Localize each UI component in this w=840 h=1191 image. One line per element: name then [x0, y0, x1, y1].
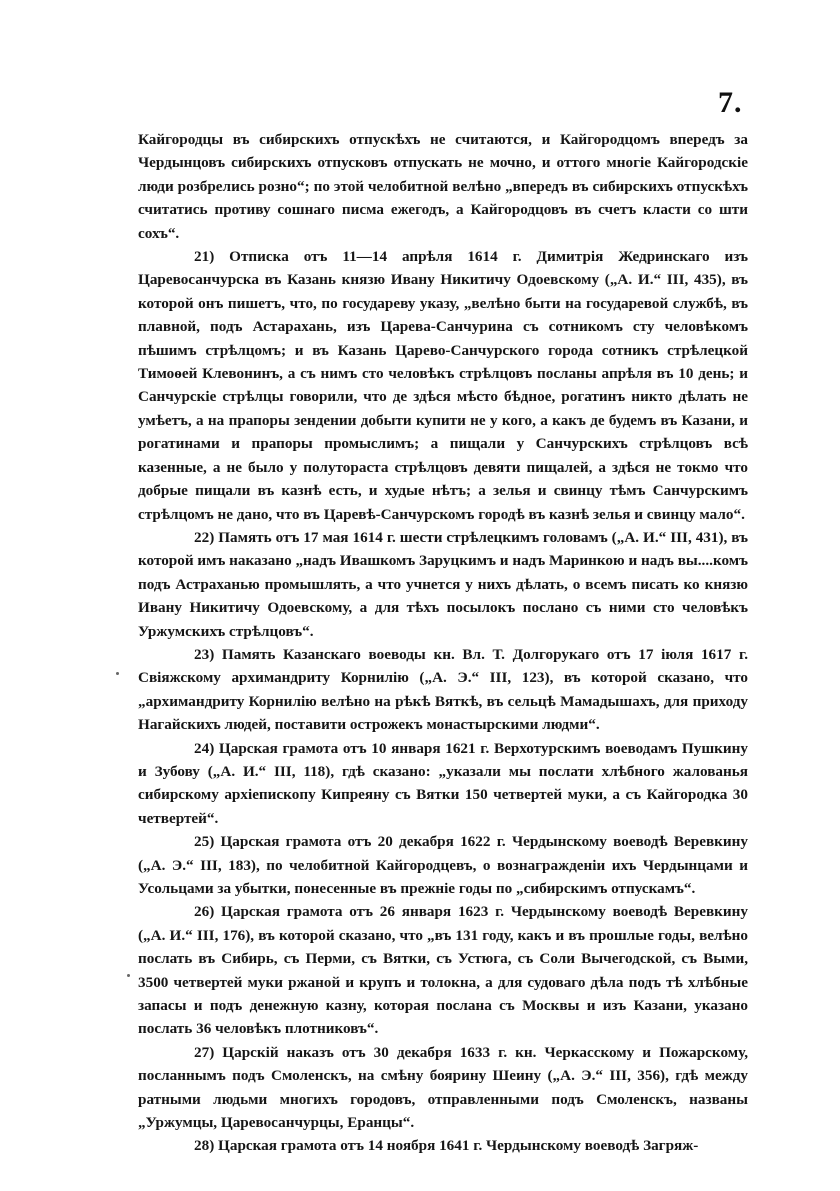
scan-speck [127, 974, 130, 977]
paragraph-21: 21) Отписка отъ 11—14 апрѣля 1614 г. Димитрія Жедринскаго изъ Царевосанчурска въ Казань князю Ивану Никитичу Одоевскому („А. И.“ III, 435), въ которой онъ пишетъ, что, по государеву указу, „велѣно быти на государевой службѣ, въ плавной, подъ Астарахань, изъ Царева-Санчурина съ сотникомъ сту человѣкомъ пѣшимъ стрѣлцомъ; и въ Казань Царево-Санчурского города сотникъ стрѣлецкой Тимоѳей Клевонинъ, а съ нимъ сто человѣкъ стрѣлцовъ посланы апрѣля въ 10 день; и Санчурскіе стрѣлцы говорили, что де здѣся мѣсто бѣдное, рогатинъ никто дѣлать не умѣетъ, а на прапоры зендении добыти купити не у кого, а какъ де будемъ въ Казани, и рогатинами и прапоры промыслимъ; а пищали у Санчурскихъ стрѣлцовъ всѣ казенные, а не было у полутораста стрѣлцовъ девяти пищалей, а здѣся не токмо что добрые пищали въ казнѣ есть, и худые нѣтъ; а зелья и свинцу тѣмъ Санчурскимъ стрѣлцомъ не дано, что въ Царевѣ-Санчурскомъ городѣ въ казнѣ зелья и свинцу мало“. [138, 248, 748, 523]
page-number: 7. [718, 86, 743, 119]
paragraph-22: 22) Память отъ 17 мая 1614 г. шести стрѣлецкимъ головамъ („А. И.“ III, 431), въ которой имъ наказано „надъ Ивашкомъ Заруцкимъ и надъ Маринкою и надъ вы....комъ подъ Астраханью промышлять, а что учнется у нихъ дѣлать, о всемъ писать ко князю Ивану Никитичу Одоевскому, а для тѣхъ посылокъ послано съ ними сто человѣкъ Уржумскихъ стрѣлцовъ“. [138, 528, 748, 640]
paragraph-26: 26) Царская грамота отъ 26 января 1623 г. Чердынскому воеводѣ Веревкину („А. И.“ III, 176), въ которой сказано, что „въ 131 году, какъ и въ прошлые годы, велѣно послать въ Сибирь, съ Перми, съ Вятки, съ Устюга, съ Соли Вычегодской, съ Выми, 3500 четвертей муки ржаной и крупъ и толокна, а для судоваго дѣла подъ тѣ хлѣбные запасы и подъ денежную казну, которая послана съ Москвы и изъ Казани, указано послать 36 человѣкъ плотниковъ“. [138, 903, 748, 1038]
body-text [138, 128, 748, 1158]
paragraph-23: 23) Память Казанскаго воеводы кн. Вл. Т. Долгорукаго отъ 17 іюля 1617 г. Свіяжскому архимандриту Корнилію („А. Э.“ III, 123), въ которой сказано, что „архимандриту Корнилію велѣно на рѣкѣ Вяткѣ, въ сельцѣ Мамадышахъ, для приходу Нагайскихъ людей, поставити острожекъ монастырскими людми“. [138, 645, 748, 734]
paragraph-28: 28) Царская грамота отъ 14 ноября 1641 г. Чердынскому воеводѣ Загряж- [194, 1137, 699, 1155]
paragraph-27: 27) Царскій наказъ отъ 30 декабря 1633 г. кн. Черкасскому и Пожарскому, посланнымъ подъ Смоленскъ, на смѣну боярину Шеину („А. Э.“ III, 356), гдѣ между ратными людьми многихъ городовъ, отправленными подъ Смоленскъ, названы „Уржумцы, Царевосанчурцы, Еранцы“. [138, 1043, 748, 1132]
paragraph-25: 25) Царская грамота отъ 20 декабря 1622 г. Чердынскому воеводѣ Веревкину („А. Э.“ III, 183), по челобитной Кайгородцевъ, о вознагражденіи ихъ Чердынцами и Усольцами за убытки, понесенные въ прежніе годы по „сибирскимъ отпускамъ“. [138, 833, 748, 897]
paragraph-24: 24) Царская грамота отъ 10 января 1621 г. Верхотурскимъ воеводамъ Пушкину и Зубову („А. И.“ III, 118), гдѣ сказано: „указали мы послати хлѣбного жалованья сибирскому архіепископу Кипреяну съ Вятки 150 четвертей муки, а съ Кайгородка 30 четвертей“. [138, 739, 748, 827]
scan-speck [116, 672, 119, 675]
paragraph-continuation: Кайгородцы въ сибирскихъ отпускѣхъ не считаются, и Кайгородцомъ впередъ за Чердынцовъ сибирскихъ отпусковъ отпускать не мочно, и оттого многіе Кайгородскіе люди розбрелись розно“; по этой челобитной велѣно „впередъ въ сибирскихъ отпускѣхъ считатись противу сошнаго писма ежегодъ, а Кайгородцовъ въ счетъ класти со шти сохъ“. [138, 131, 748, 242]
